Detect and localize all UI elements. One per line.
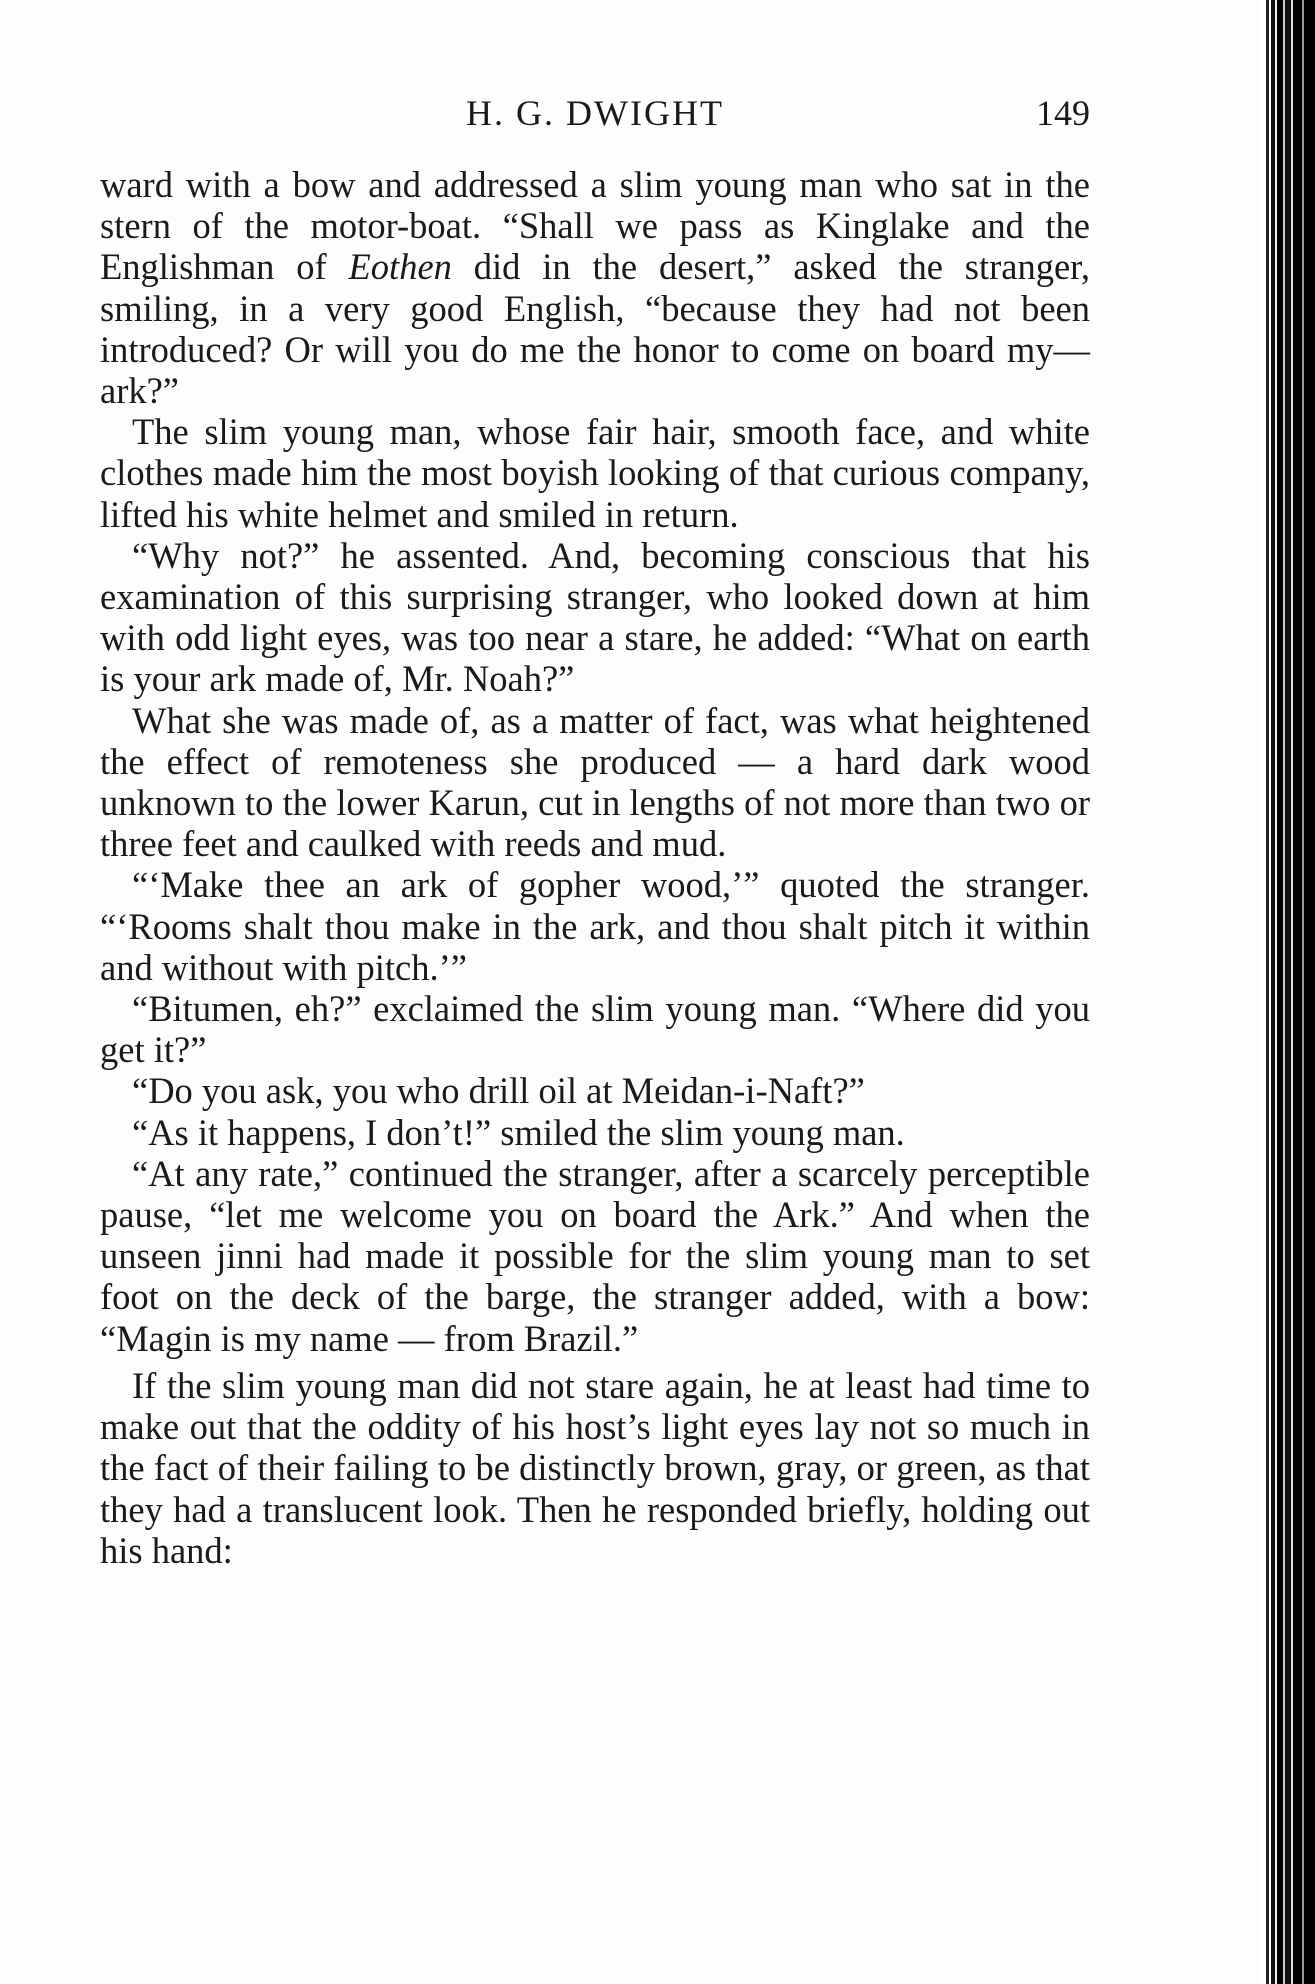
- paragraph-text: What she was made of, as a matter of fact, was what heightened the effect of remoteness she produced — a hard dark wood unknown to the lower Karun, cut in lengths of not more than two or three feet and caulked with reeds and mud.: [100, 699, 1090, 865]
- paragraph: [100, 164, 1090, 411]
- paragraph: [100, 700, 1090, 865]
- page-number: 149: [1036, 93, 1090, 133]
- paragraph-text: “Bitumen, eh?” exclaimed the slim young man. “Where did you get it?”: [100, 988, 1090, 1071]
- paragraph-text: “Do you ask, you who drill oil at Meidan-i-Naft?”: [132, 1070, 865, 1112]
- book-binding-edge: [1260, 0, 1315, 1984]
- paragraph-text: did in the desert,” asked the stranger, smiling, in a very good English, “because they had not been introduced? Or will you do me the honor to come on board my—ark?”: [100, 246, 1090, 412]
- paragraph: [100, 411, 1090, 535]
- paragraph: [100, 1070, 1090, 1111]
- body-text: [100, 164, 1090, 1571]
- paragraph: [100, 1112, 1090, 1153]
- paragraph: [100, 1153, 1090, 1359]
- running-title: H. G. DWIGHT: [466, 93, 724, 133]
- paragraph: [100, 864, 1090, 988]
- paragraph-text: “As it happens, I don’t!” smiled the slim young man.: [132, 1111, 905, 1153]
- paragraph-text: If the slim young man did not stare again, he at least had time to make out that the oddity of his host’s light eyes lay not so much in the fact of their failing to be distinctly brown, gray, or green, as that they had a translucent look. Then he responded briefly, holding out his hand:: [100, 1364, 1090, 1571]
- paragraph-text: “At any rate,” continued the stranger, after a scarcely perceptible pause, “let me welcome you on board the Ark.” And when the unseen jinni had made it possible for the slim young man to set foot on the deck of the barge, the stranger added, with a bow: “Magin is my name — from Brazil.”: [100, 1152, 1090, 1359]
- paragraph-text: “Why not?” he assented. And, becoming conscious that his examination of this surprising stranger, who looked down at him with odd light eyes, was too near a stare, he added: “What on earth is your ark made of, Mr. Noah?”: [100, 534, 1090, 700]
- paragraph: [100, 535, 1090, 700]
- italic-title: Eothen: [348, 246, 452, 288]
- paragraph-text: The slim young man, whose fair hair, smooth face, and white clothes made him the most boyish looking of that curious company, lifted his white helmet and smiled in return.: [100, 411, 1090, 535]
- paragraph-text: “‘Make thee an ark of gopher wood,’” quoted the stranger. “‘Rooms shalt thou make in the ark, and thou shalt pitch it within and without with pitch.’”: [100, 864, 1090, 988]
- running-head: [100, 92, 1090, 136]
- paragraph-text: ward with a bow and addressed a slim young man who sat in the stern of the motor-boat. “Shall we pass as Kinglake and the Englishman of: [100, 164, 1090, 288]
- paragraph: [100, 988, 1090, 1070]
- paragraph: [100, 1365, 1090, 1571]
